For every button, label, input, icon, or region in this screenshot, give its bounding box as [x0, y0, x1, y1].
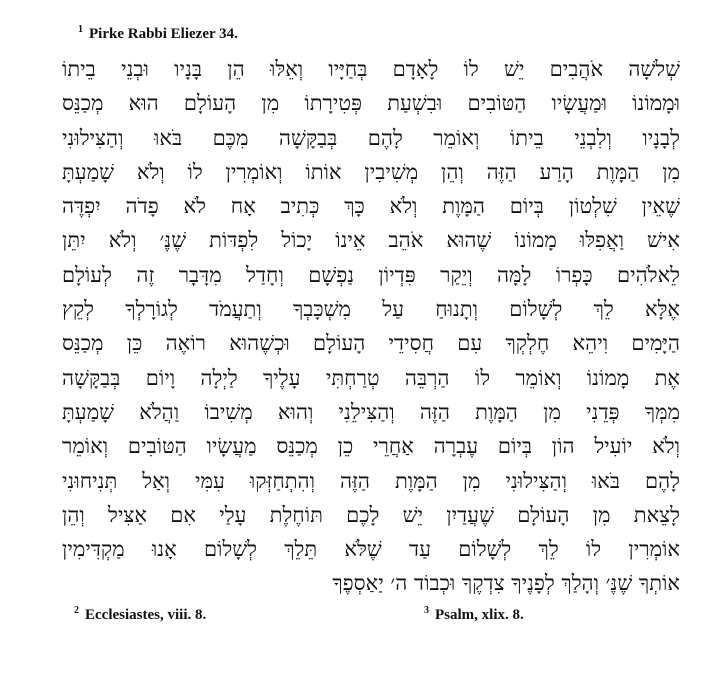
hebrew-line: אוֹתְךָ שֶׁנֶּ׳ וְהָלַךְ לְפָנֶיךָ צִדְקֶךָ וּכְבוֹד ה׳ יַאַסְפֶךָ	[332, 571, 680, 596]
hebrew-line: וְלֹא יוֹעִיל הוֹן בְּיוֹם עֶבְרָה אַחֲרֵי כֵן מְכַנֵּס מַעֲשָׂיו הַטּוֹבִים וְאוֹמֵר	[62, 434, 680, 459]
footnote-text: Ecclesiastes, viii. 8.	[85, 607, 207, 623]
footnote-number: 3	[424, 605, 429, 616]
hebrew-line: אֶת מָמוֹנוֹ וְאוֹמֵר לוֹ הַרְבֵּה טְרַחְתִּי עָלֶיךָ לַיְלָה וָיוֹם בְּבַקָּשָׁה	[62, 365, 680, 390]
footnote-text: Psalm, xlix. 8.	[435, 607, 524, 623]
footnote-text: Pirke Rabbi Eliezer 34.	[89, 26, 238, 42]
hebrew-line: שֶׁאֵין שִׁלְטוֹן בְּיוֹם הַמָּוֶת וְלֹא כָּךְ כְּתִיב אָח לֹא פָדֹה יִפְדֶּה	[62, 194, 680, 219]
footnote-number: 1	[78, 24, 83, 35]
footnote-number: 2	[74, 605, 79, 616]
hebrew-line: הַיָּמִים וִיהֵא חֶלְקְךָ עִם חֲסִידֵי הָעוֹלָם וּכְשֶׁהוּא רוֹאֶה כֵּן מְכַנֵּס	[62, 331, 680, 356]
hebrew-line: אִישׁ וַאֲפִלּוּ מָמוֹנוֹ שֶׁהוּא אֹהֵב אֵינוֹ יָכוֹל לִפְדּוֹת שֶׁנֶּ׳ וְלֹא יִתֵּן	[62, 228, 680, 253]
hebrew-line: לְבָנָיו וְלִבְנֵי בֵיתוֹ וְאוֹמֵר לָהֶם בְּבַקָּשָׁה מִכֶּם בֹּאוּ וְהַצִּילוּנִי	[62, 125, 680, 150]
hebrew-line: לָהֶם בֹּאוּ וְהַצִּילוּנִי מִן הַמָּוֶת הַזֶּה וְהִתְחַזְּקוּ עִמִּי וְאַל תְּנִיחוּנִי	[62, 468, 680, 493]
hebrew-line: לֵאלֹהִים כָּפְרוֹ לָמָּה וְיֵקַר פִּדְיוֹן נַפְשָׁם וְחָדַל מִדָּבָר זֶה לְעוֹלָם	[62, 262, 680, 287]
hebrew-text-block	[62, 52, 680, 601]
hebrew-line: אֶלָּא לֵךְ לְשָׁלוֹם וְתָנוּחַ עַל מִשְׁכָּבְךָ וְתַעֲמֹד לְגוֹרָלְךָ לְקֵץ	[62, 297, 680, 322]
hebrew-line: אוֹמְרִין לוֹ לֵךְ לְשָׁלוֹם עַד שֶׁלֹּא תֵּלֵךְ לְשָׁלוֹם אָנוּ מַקְדִּימִין	[62, 537, 680, 562]
hebrew-line: שְׁלשָׁה אֹהֲבִים יֵשׁ לוֹ לָאָדָם בְּחַיָּיו וְאֵלּוּ הֵן בָּנָיו וּבְנֵי בֵיתוֹ	[62, 57, 680, 81]
footnote-ecclesiastes	[74, 605, 206, 624]
hebrew-line: מִמְּךָ פְּדֵנִי מִן הַמָּוֶת הַזֶּה וְהַצִּילֵנִי וְהוּא מְשִׁיבוֹ וַהֲלֹא שָׁמַעְתָּ	[62, 399, 680, 424]
hebrew-line: לָצֵאת מִן הָעוֹלָם שֶׁעֲדַיִן יֵשׁ לָכֶם תּוֹחֶלֶת עָלַי אִם אַצִּיל וְהֵן	[62, 502, 680, 527]
hebrew-line: וּמָמוֹנוֹ וּמַעֲשָׂיו הַטּוֹבִים וּבִשְׁעַת פְּטִירָתוֹ מִן הָעוֹלָם הוּא מְכַנֵּס	[62, 91, 680, 116]
footnote-top	[78, 24, 238, 43]
hebrew-line: מִן הַמָּוֶת הָרַע הַזֶּה וְהֵן מְשִׁיבִין אוֹתוֹ וְאוֹמְרִין לוֹ וְלֹא שָׁמַעְתָּ	[62, 159, 680, 184]
footnote-psalm	[424, 605, 524, 624]
